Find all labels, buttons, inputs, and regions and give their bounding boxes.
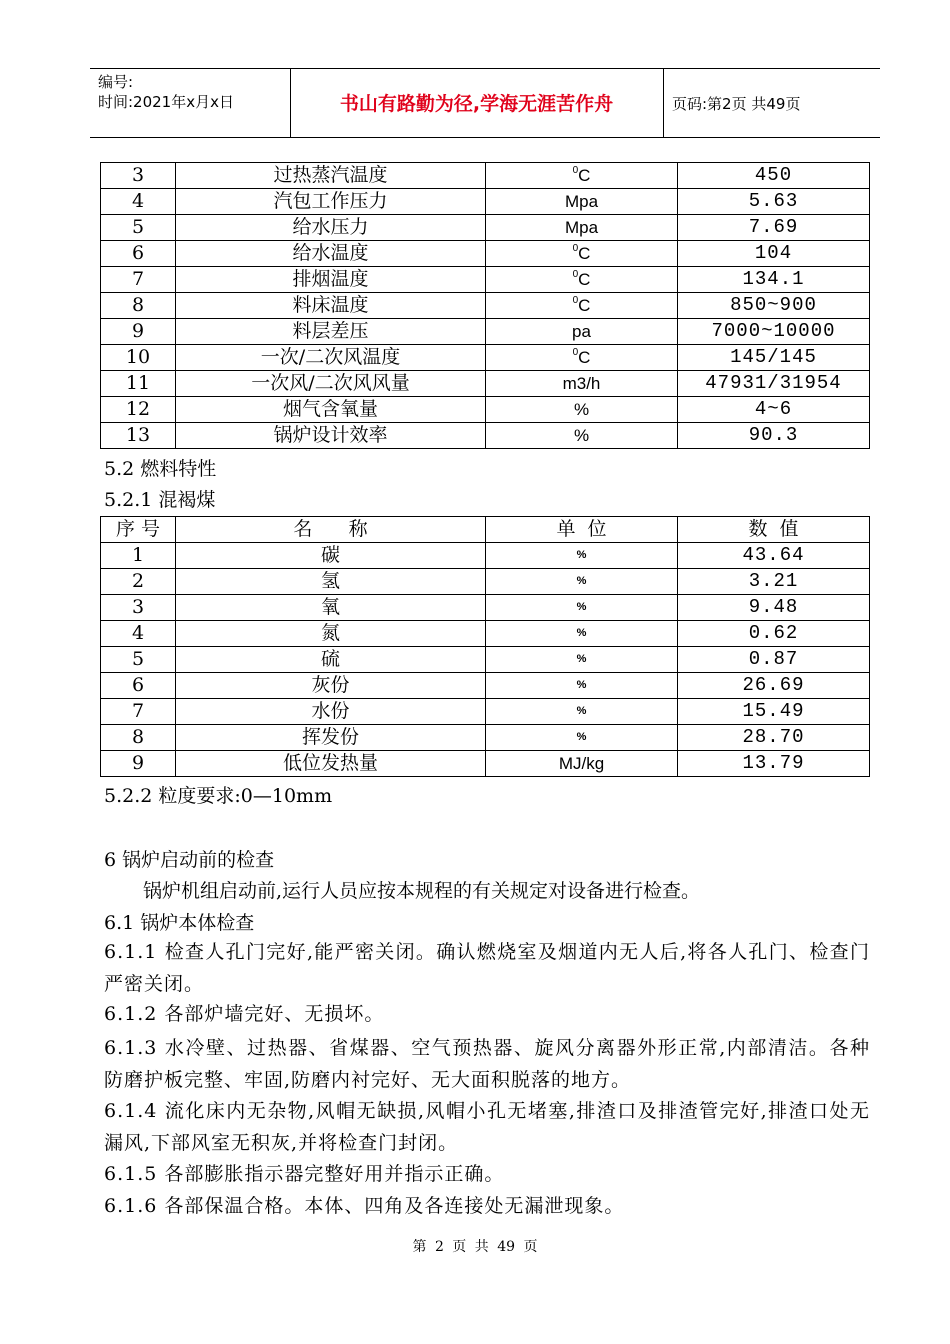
row-unit: MJ/kg bbox=[486, 751, 678, 777]
header-motto: 书山有路勤为径,学海无涯苦作舟 bbox=[290, 69, 664, 137]
table-row bbox=[101, 621, 870, 647]
row-value: 5.63 bbox=[678, 189, 870, 215]
row-number: 4 bbox=[101, 189, 176, 215]
unit-text: % bbox=[573, 426, 590, 445]
item-6-1-4: 6.1.4 流化床内无杂物,风帽无缺损,风帽小孔无堵塞,排渣口及排渣管完好,排渣口处无漏风,下部风室无积灰,并将检查门封闭。 bbox=[104, 1100, 870, 1154]
row-unit: % bbox=[486, 725, 678, 751]
section-5-2-1-heading: 5.2.1 混褐煤 bbox=[104, 489, 216, 511]
header-meta bbox=[90, 69, 291, 137]
row-unit bbox=[486, 371, 678, 397]
table-row bbox=[101, 241, 870, 267]
unit-superscript: 0 bbox=[572, 269, 579, 280]
row-name: 料床温度 bbox=[176, 293, 486, 319]
unit-text: Mpa bbox=[564, 192, 599, 211]
item-6-1-6: 6.1.6 各部保温合格。本体、四角及各连接处无漏泄现象。 bbox=[104, 1195, 625, 1217]
row-value: 7.69 bbox=[678, 215, 870, 241]
row-name: 锅炉设计效率 bbox=[176, 423, 486, 449]
document-time: 时间:2021年x月x日 bbox=[98, 93, 234, 111]
section-5-2-2-heading: 5.2.2 粒度要求:0—10mm bbox=[104, 785, 333, 807]
unit-text: Mpa bbox=[564, 218, 599, 237]
row-value: 134.1 bbox=[678, 267, 870, 293]
unit-superscript: 0 bbox=[572, 243, 579, 254]
row-number: 5 bbox=[101, 215, 176, 241]
table-row bbox=[101, 163, 870, 189]
unit-text: C bbox=[578, 166, 591, 185]
document-number: 编号: bbox=[98, 73, 134, 91]
header-cell: 名 称 bbox=[176, 517, 486, 543]
table-row bbox=[101, 647, 870, 673]
unit-text: pa bbox=[572, 322, 591, 341]
row-value: 3.21 bbox=[678, 569, 870, 595]
row-name: 低位发热量 bbox=[176, 751, 486, 777]
row-name: 氧 bbox=[176, 595, 486, 621]
header-cell: 数 值 bbox=[678, 517, 870, 543]
row-name: 汽包工作压力 bbox=[176, 189, 486, 215]
row-value: 47931/31954 bbox=[678, 371, 870, 397]
row-unit: % bbox=[486, 699, 678, 725]
table-row bbox=[101, 699, 870, 725]
table-row bbox=[101, 371, 870, 397]
table-row bbox=[101, 751, 870, 777]
row-unit bbox=[486, 319, 678, 345]
row-unit: % bbox=[486, 621, 678, 647]
header-cell: 单 位 bbox=[486, 517, 678, 543]
section-6-1-heading: 6.1 锅炉本体检查 bbox=[104, 912, 255, 934]
unit-text: C bbox=[578, 296, 591, 315]
row-number: 3 bbox=[101, 163, 176, 189]
unit-text: C bbox=[578, 348, 591, 367]
table-row bbox=[101, 293, 870, 319]
row-name: 氮 bbox=[176, 621, 486, 647]
table-row bbox=[101, 595, 870, 621]
row-value: 850~900 bbox=[678, 293, 870, 319]
section-5-2-heading: 5.2 燃料特性 bbox=[104, 458, 217, 480]
row-unit bbox=[486, 215, 678, 241]
row-unit: % bbox=[486, 543, 678, 569]
unit-text: C bbox=[578, 244, 591, 263]
row-number: 9 bbox=[101, 751, 176, 777]
item-6-1-2: 6.1.2 各部炉墙完好、无损坏。 bbox=[104, 1003, 385, 1025]
table-row bbox=[101, 267, 870, 293]
row-number: 11 bbox=[101, 371, 176, 397]
table-row bbox=[101, 543, 870, 569]
row-name: 一次/二次风温度 bbox=[176, 345, 486, 371]
row-number: 5 bbox=[101, 647, 176, 673]
row-unit bbox=[486, 241, 678, 267]
row-value: 15.49 bbox=[678, 699, 870, 725]
row-unit bbox=[486, 397, 678, 423]
table-row bbox=[101, 725, 870, 751]
row-name: 过热蒸汽温度 bbox=[176, 163, 486, 189]
row-name: 给水温度 bbox=[176, 241, 486, 267]
row-value: 9.48 bbox=[678, 595, 870, 621]
row-number: 7 bbox=[101, 267, 176, 293]
row-name: 挥发份 bbox=[176, 725, 486, 751]
table-row bbox=[101, 215, 870, 241]
row-value: 7000~10000 bbox=[678, 319, 870, 345]
row-unit bbox=[486, 267, 678, 293]
row-name: 氢 bbox=[176, 569, 486, 595]
row-number: 10 bbox=[101, 345, 176, 371]
row-unit bbox=[486, 293, 678, 319]
row-number: 6 bbox=[101, 241, 176, 267]
page-footer: 第 2 页 共 49 页 bbox=[412, 1239, 538, 1255]
row-number: 9 bbox=[101, 319, 176, 345]
row-number: 2 bbox=[101, 569, 176, 595]
coal-composition-table bbox=[100, 516, 870, 777]
header-cell: 序 号 bbox=[101, 517, 176, 543]
row-number: 8 bbox=[101, 293, 176, 319]
page-header bbox=[90, 68, 880, 138]
unit-superscript: 0 bbox=[572, 347, 579, 358]
row-value: 450 bbox=[678, 163, 870, 189]
row-value: 145/145 bbox=[678, 345, 870, 371]
table-row bbox=[101, 397, 870, 423]
table-row bbox=[101, 319, 870, 345]
row-unit bbox=[486, 423, 678, 449]
row-number: 6 bbox=[101, 673, 176, 699]
table-row bbox=[101, 345, 870, 371]
row-value: 28.70 bbox=[678, 725, 870, 751]
row-value: 90.3 bbox=[678, 423, 870, 449]
row-unit: % bbox=[486, 569, 678, 595]
row-value: 4~6 bbox=[678, 397, 870, 423]
item-6-1-5: 6.1.5 各部膨胀指示器完整好用并指示正确。 bbox=[104, 1163, 505, 1185]
section-6-heading: 6 锅炉启动前的检查 bbox=[104, 849, 275, 871]
row-unit bbox=[486, 163, 678, 189]
table-header-row bbox=[101, 517, 870, 543]
table-row bbox=[101, 569, 870, 595]
row-value: 13.79 bbox=[678, 751, 870, 777]
table-row bbox=[101, 673, 870, 699]
item-6-1-1: 6.1.1 检查人孔门完好,能严密关闭。确认燃烧室及烟道内无人后,将各人孔门、检查门严密关闭。 bbox=[104, 941, 870, 995]
row-unit: % bbox=[486, 673, 678, 699]
row-name: 烟气含氧量 bbox=[176, 397, 486, 423]
row-value: 104 bbox=[678, 241, 870, 267]
unit-text: % bbox=[573, 400, 590, 419]
boiler-parameters-table bbox=[100, 162, 870, 449]
unit-superscript: 0 bbox=[572, 295, 579, 306]
row-number: 3 bbox=[101, 595, 176, 621]
row-value: 0.87 bbox=[678, 647, 870, 673]
row-name: 料层差压 bbox=[176, 319, 486, 345]
row-value: 0.62 bbox=[678, 621, 870, 647]
row-name: 给水压力 bbox=[176, 215, 486, 241]
unit-text: m3/h bbox=[562, 374, 601, 393]
row-unit bbox=[486, 345, 678, 371]
row-value: 26.69 bbox=[678, 673, 870, 699]
row-name: 碳 bbox=[176, 543, 486, 569]
row-value: 43.64 bbox=[678, 543, 870, 569]
row-unit: % bbox=[486, 595, 678, 621]
row-number: 4 bbox=[101, 621, 176, 647]
row-name: 水份 bbox=[176, 699, 486, 725]
section-6-intro: 锅炉机组启动前,运行人员应按本规程的有关规定对设备进行检查。 bbox=[143, 880, 701, 902]
item-6-1-3: 6.1.3 水冷壁、过热器、省煤器、空气预热器、旋风分离器外形正常,内部清洁。各种防磨护板完整、牢固,防磨内衬完好、无大面积脱落的地方。 bbox=[104, 1037, 870, 1091]
row-unit: % bbox=[486, 647, 678, 673]
row-unit bbox=[486, 189, 678, 215]
unit-text: C bbox=[578, 270, 591, 289]
row-name: 硫 bbox=[176, 647, 486, 673]
header-page-info: 页码:第2页 共49页 bbox=[672, 95, 801, 113]
row-number: 8 bbox=[101, 725, 176, 751]
row-name: 一次风/二次风风量 bbox=[176, 371, 486, 397]
unit-superscript: 0 bbox=[572, 165, 579, 176]
table-row bbox=[101, 423, 870, 449]
table-row bbox=[101, 189, 870, 215]
row-number: 13 bbox=[101, 423, 176, 449]
row-name: 灰份 bbox=[176, 673, 486, 699]
row-number: 12 bbox=[101, 397, 176, 423]
row-name: 排烟温度 bbox=[176, 267, 486, 293]
row-number: 1 bbox=[101, 543, 176, 569]
row-number: 7 bbox=[101, 699, 176, 725]
